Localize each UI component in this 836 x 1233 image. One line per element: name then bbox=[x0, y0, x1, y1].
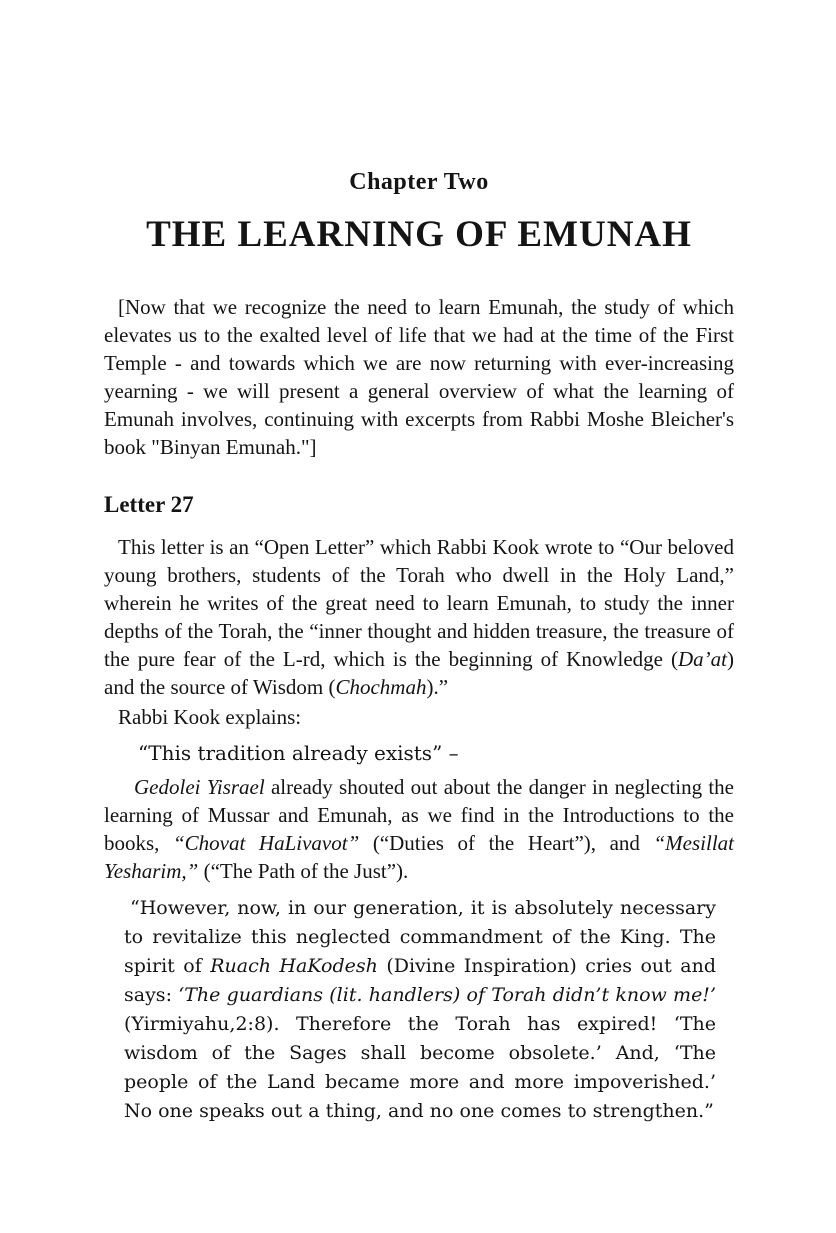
text-run-italic: Gedolei Yisrael bbox=[134, 775, 265, 799]
text-run-italic: “Chovat HaLivavot” bbox=[173, 831, 360, 855]
text-run: (Yirmiyahu,2:8). Therefore the Torah has expired! ‘The wisdom of the Sages shall become obsolete.’ And, ‘The people of the Land became more and more impoverished.’ No one speaks out a thing, and no one comes to strengthen.” bbox=[124, 1013, 716, 1122]
text-run: “However, now, in our generation, it is absolutely necessary to revitalize this neglected commandment of the King. The spirit of bbox=[124, 897, 716, 977]
text-run-italic: Chochmah bbox=[335, 675, 427, 699]
page-title: THE LEARNING OF EMUNAH bbox=[146, 214, 692, 255]
text-run: ).” bbox=[426, 675, 449, 699]
paragraph-tradition-quote: “This tradition already exists” – bbox=[138, 741, 459, 765]
text-run: (“Duties of the Heart”), and bbox=[359, 831, 654, 855]
text-run: (Divine Inspiration) cries out and says: bbox=[124, 955, 716, 1006]
section-heading-letter-27: Letter 27 bbox=[104, 492, 194, 517]
text-run: (“The Path of the Just”). bbox=[198, 859, 409, 883]
text-run: This letter is an “Open Letter” which Rabbi Kook wrote to “Our beloved young brothers, students of the Torah who dwell in the Holy Land,” wherein he writes of the great need to learn Emunah, to study the inner depths of the Torah, the “inner thought and hidden treasure, the treasure of the pure fear of the L-rd, which is the beginning of Knowledge ( bbox=[104, 535, 734, 671]
blockquote-rabbi-kook bbox=[124, 894, 716, 1126]
text-run-italic: “Mesillat Yesharim,” bbox=[104, 831, 734, 883]
text-run: already shouted out about the danger in neglecting the learning of Mussar and Emunah, as we find in the Introductions to the books, bbox=[104, 775, 734, 855]
intro-paragraph: [Now that we recognize the need to learn Emunah, the study of which elevates us to the exalted level of life that we had at the time of the First Temple - and towards which we are now returning with ever-increasing yearning - we will present a general overview of what the learning of Emunah involves, continuing with excerpts from Rabbi Moshe Bleicher's book "Binyan Emunah."] bbox=[104, 295, 734, 459]
text-run-italic: Da’at bbox=[678, 647, 727, 671]
text-run: ) and the source of Wisdom ( bbox=[104, 647, 734, 699]
paragraph-rabbi-kook-explains: Rabbi Kook explains: bbox=[118, 705, 302, 729]
paragraph-gedolei-yisrael bbox=[104, 773, 734, 885]
paragraph-open-letter bbox=[104, 533, 734, 701]
chapter-label: Chapter Two bbox=[349, 169, 489, 195]
text-run-italic: Ruach HaKodesh bbox=[210, 955, 378, 977]
text-run-italic: ‘The guardians (lit. handlers) of Torah didn’t know me!’ bbox=[178, 984, 716, 1006]
